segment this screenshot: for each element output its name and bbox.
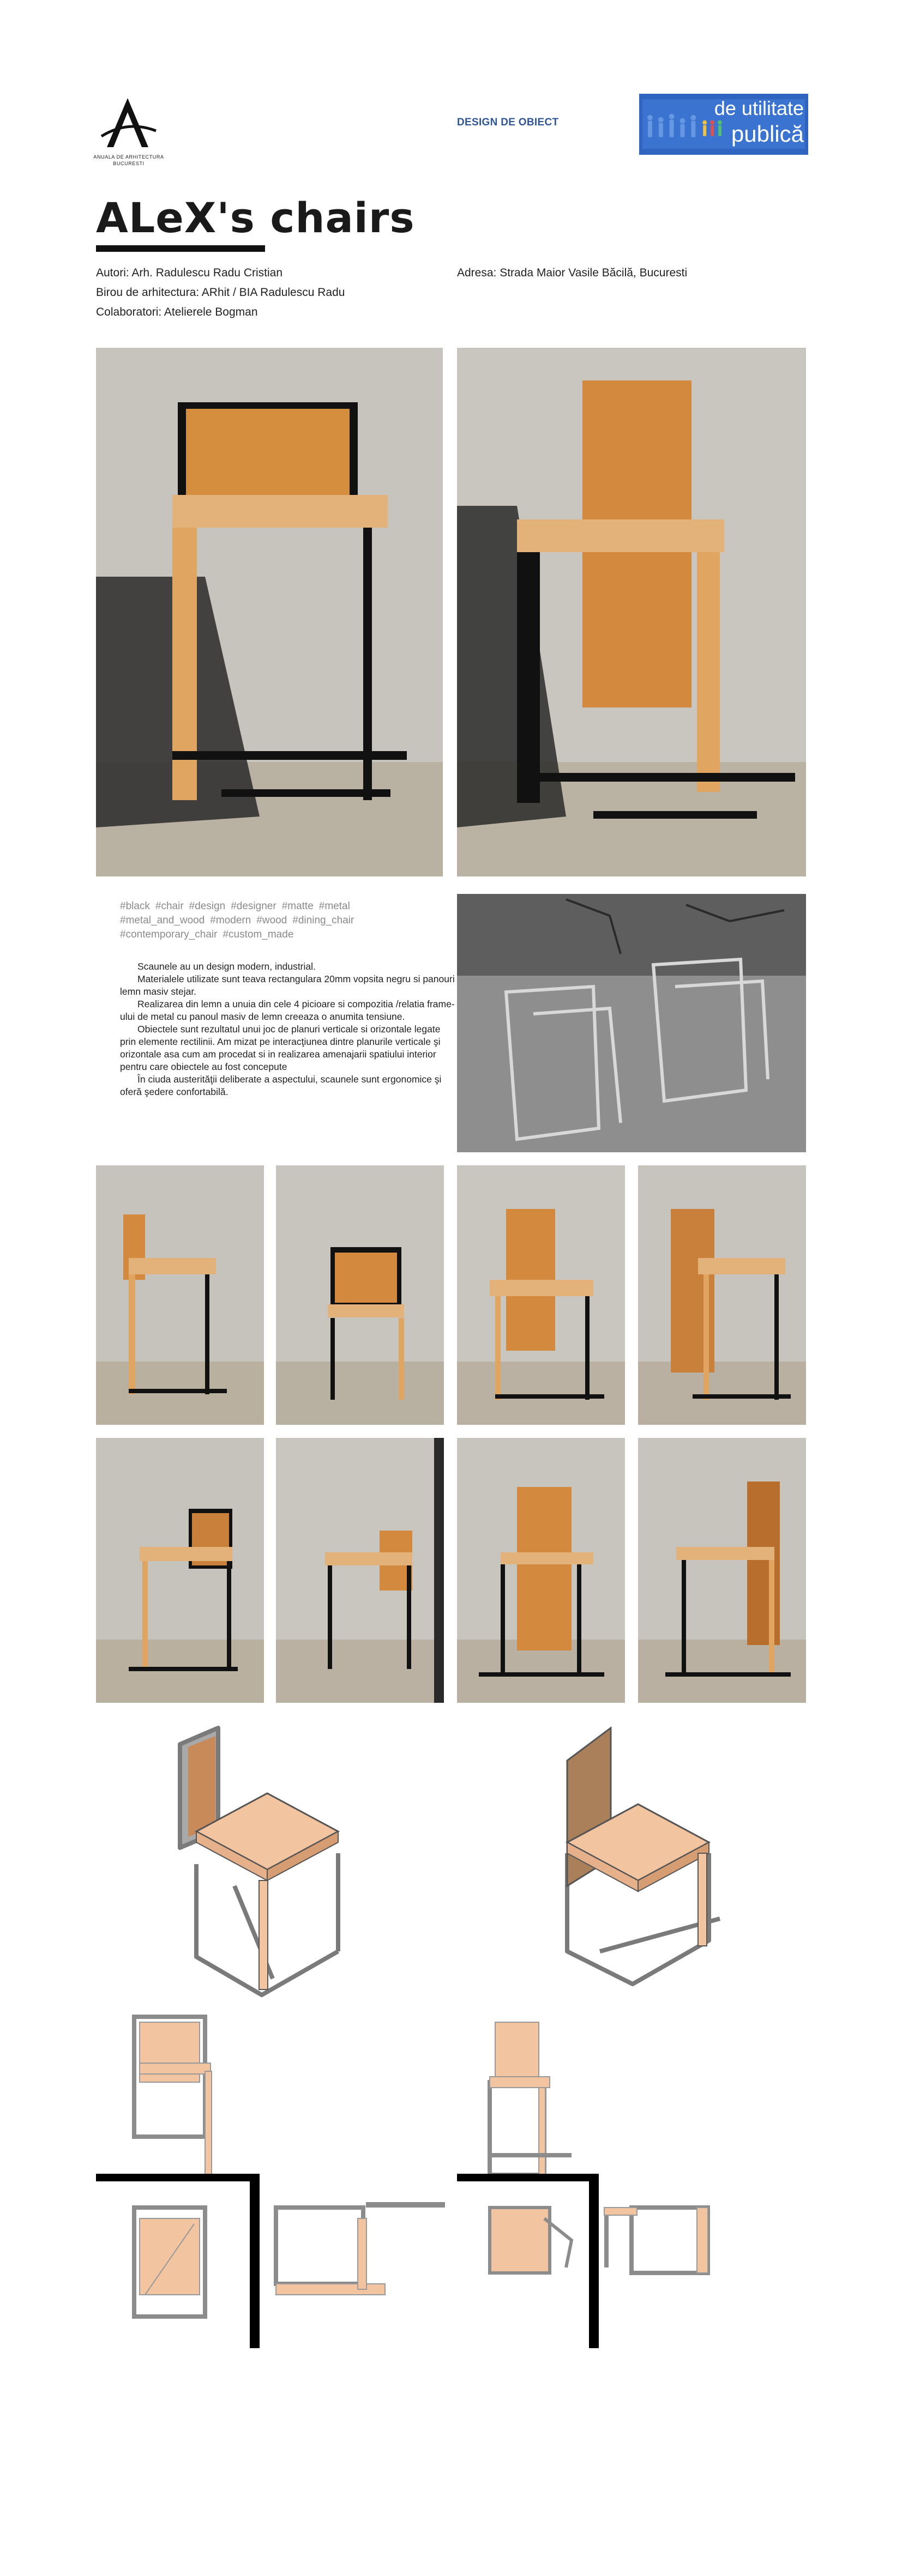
axonometric-drawing-1 <box>164 1722 360 2006</box>
photo-grid-3 <box>457 1165 625 1425</box>
axonometric-drawing-2 <box>545 1722 742 2006</box>
badge-line-1: de utilitate <box>714 97 804 119</box>
tag-item[interactable]: #black <box>120 900 150 912</box>
description-paragraph: În ciuda austerităţii deliberate a aspectului, scaunele sunt ergonomice şi oferă şedere confortabilă. <box>120 1074 442 1097</box>
description-text <box>120 960 458 1098</box>
photo-grid-1 <box>96 1165 264 1425</box>
photo-grid-7 <box>457 1438 625 1703</box>
category-label: DESIGN DE OBIECT <box>457 117 559 128</box>
orthographic-drawing-1 <box>96 2011 445 2360</box>
address-block <box>457 263 687 283</box>
description-paragraph: Materialele utilizate sunt teava rectangulara 20mm vopsita negru si panouri lemn masiv stejar. <box>120 973 455 997</box>
collaborators-line: Colaboratori: Atelierele Bogman <box>96 306 258 318</box>
tags-list <box>120 899 398 942</box>
authors-line: Autori: Arh. Radulescu Radu Cristian <box>96 267 282 279</box>
tag-item[interactable]: #designer <box>231 900 276 912</box>
description-paragraph: Realizarea din lemn a unuia din cele 4 picioare si compozitia /relatia frame-ului de metal cu panoul masiv de lemn creeaza o anumita tensiune. <box>120 999 455 1022</box>
tag-item[interactable]: #custom_made <box>223 929 294 940</box>
logo-icon <box>96 93 161 158</box>
tag-item[interactable]: #modern <box>210 915 251 926</box>
photo-grid-5 <box>96 1438 264 1703</box>
photo-grid-4 <box>638 1165 806 1425</box>
photo-grid-2 <box>276 1165 444 1425</box>
tag-item[interactable]: #metal <box>318 900 350 912</box>
tag-item[interactable]: #wood <box>256 915 287 926</box>
tag-item[interactable]: #dining_chair <box>292 915 354 926</box>
page-title: ALeX's chairs <box>96 193 415 242</box>
photo-grid-6 <box>276 1438 444 1703</box>
photo-grid-8 <box>638 1438 806 1703</box>
office-line: Birou de arhitectura: ARhit / BIA Radulescu Radu <box>96 286 345 299</box>
logo-caption: ANUALA DE ARHITECTURA BUCURESTI <box>93 154 164 166</box>
photo-chair-front <box>96 348 443 876</box>
photo-metal-frames-bw <box>457 894 806 1152</box>
tag-item[interactable]: #contemporary_chair <box>120 929 218 940</box>
orthographic-drawing-2 <box>457 2011 806 2360</box>
tag-item[interactable]: #chair <box>155 900 184 912</box>
authors-block <box>96 263 345 322</box>
tag-item[interactable]: #metal_and_wood <box>120 915 205 926</box>
description-paragraph: Obiectele sunt rezultatul unui joc de planuri verticale si orizontale legate prin elemente rectilinii. Am mizat pe interacţiunea dintre planurile verticale şi orizontale asa cum am procedat si in realizarea amenajarii spatiului interior pentru care obiectele au fost concepute <box>120 1024 441 1072</box>
tag-item[interactable]: #design <box>189 900 226 912</box>
utilitate-publica-badge <box>639 94 808 155</box>
badge-line-2: publică <box>731 121 804 147</box>
tag-item[interactable]: #matte <box>281 900 314 912</box>
title-underline <box>96 245 265 252</box>
address-line: Adresa: Strada Maior Vasile Băcilă, Bucuresti <box>457 267 688 279</box>
photo-chair-side <box>457 348 806 876</box>
description-paragraph: Scaunele au un design modern, industrial. <box>137 961 316 972</box>
